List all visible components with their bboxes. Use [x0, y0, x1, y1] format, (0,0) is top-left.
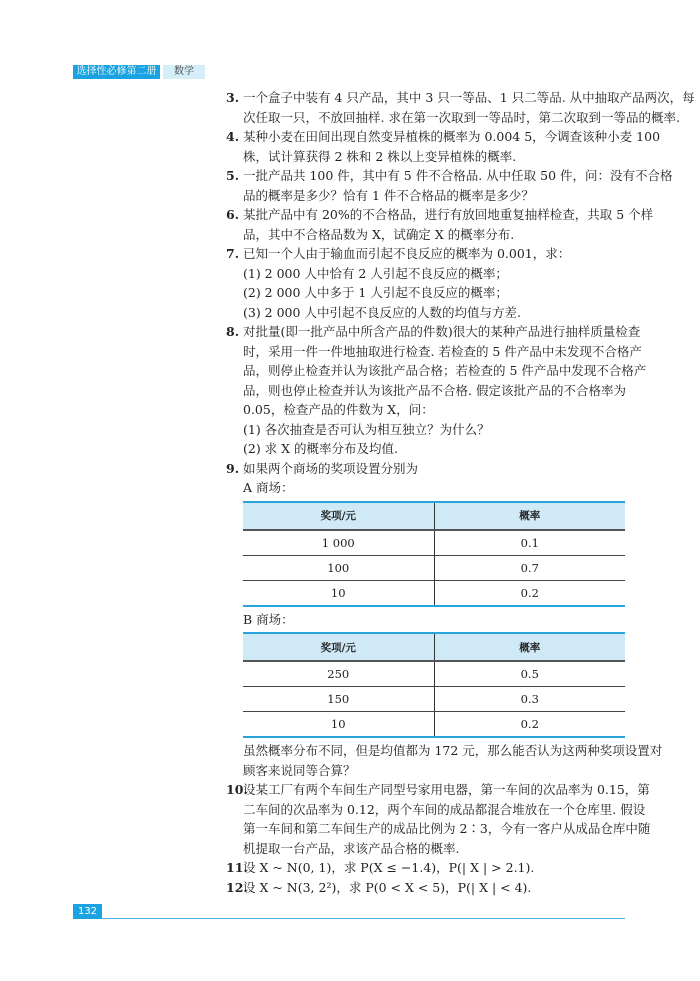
exercise-text: 如果两个商场的奖项设置分别为	[243, 460, 419, 476]
table-cell: 1 000	[243, 530, 434, 556]
exercise-text: 株，试计算获得 2 株和 2 株以上变异植株的概率.	[243, 148, 517, 164]
exercise-line	[226, 244, 626, 264]
exercise-line	[226, 283, 626, 303]
exercise-text: (1) 各次抽查是否可认为相互独立？为什么？	[243, 421, 490, 437]
table-mall-b	[243, 632, 625, 738]
table-row	[243, 661, 625, 687]
subject-tag: 数学	[163, 65, 205, 79]
exercise-text: (1) 2 000 人中恰有 2 人引起不良反应的概率；	[243, 265, 508, 281]
exercise-line: 虽然概率分布不同，但是均值都为 172 元，那么能否认为这两种奖项设置对	[243, 743, 663, 758]
book-title-tag: 选择性必修第二册	[73, 65, 160, 79]
table-cell: 150	[243, 687, 434, 712]
exercise-line	[226, 303, 626, 323]
exercise-number: 9.	[226, 460, 240, 476]
exercise-text: 某种小麦在田间出现自然变异植株的概率为 0.004 5，今调查该种小麦 100	[243, 129, 661, 144]
exercise-line	[226, 420, 626, 440]
exercise-line	[226, 166, 673, 186]
exercise-text: 第一车间和第二车间生产的成品比例为 2∶3，今有一客户从成品仓库中随	[243, 821, 651, 836]
exercise-line	[226, 400, 626, 420]
exercise-line	[226, 800, 646, 820]
exercise-line	[226, 342, 642, 362]
exercise-number: 6.	[226, 207, 240, 222]
exercise-text: 品的概率是多少？恰有 1 件不合格品的概率是多少？	[243, 187, 534, 203]
table-cell: 0.7	[434, 555, 625, 580]
exercise-line	[226, 381, 626, 401]
exercise-line	[226, 361, 647, 381]
exercise-line	[226, 147, 626, 167]
exercise-line	[226, 264, 626, 284]
exercise-line: 顾客来说同等合算？	[243, 762, 356, 778]
exercise-text: 品，其中不合格品数为 X，试确定 X 的概率分布.	[243, 226, 515, 242]
exercise-text: 时，采用一件一件地抽取进行检查. 若检查的 5 件产品中未发现不合格产	[243, 343, 642, 359]
table-cell: 250	[243, 661, 434, 687]
exercise-line	[226, 88, 695, 108]
column-header: 奖项/元	[243, 502, 434, 530]
table-cell: 0.2	[434, 712, 625, 738]
exercise-text: 设某工厂有两个车间生产同型号家用电器，第一车间的次品率为 0.15，第	[243, 782, 650, 797]
exercise-text: 0.05，检查产品的件数为 X，问：	[243, 402, 434, 417]
exercise-number: 7.	[226, 246, 240, 261]
exercise-text: (2) 2 000 人中多于 1 人引起不良反应的概率；	[243, 285, 508, 300]
table-row	[243, 712, 625, 738]
exercise-line	[226, 205, 654, 225]
exercise-text: 一批产品共 100 件，其中有 5 件不合格品. 从中任取 50 件，问：没有不合格	[243, 168, 673, 183]
exercise-line	[226, 459, 626, 479]
table-header-row	[243, 502, 625, 530]
table-cell: 0.3	[434, 687, 625, 712]
table-row	[243, 687, 625, 712]
exercise-text: 一个盒子中装有 4 只产品，其中 3 只一等品、1 只二等品. 从中抽取产品两次，每	[243, 90, 695, 105]
column-header: 概率	[434, 502, 625, 530]
exercise-line	[226, 225, 626, 245]
exercise-text: 设 X ~ N(3, 2²)，求 P(0 < X < 5)，P(| X | < 4).	[243, 879, 532, 895]
exercise-text: (2) 求 X 的概率分布及均值.	[243, 441, 398, 456]
footer-rule	[102, 918, 625, 919]
exercise-number: 5.	[226, 168, 240, 183]
exercise-line	[226, 186, 626, 206]
exercise-line	[226, 439, 626, 459]
exercise-text: 品，则也停止检查并认为该批产品不合格. 假定该批产品的不合格率为	[243, 382, 626, 398]
exercise-line	[226, 322, 641, 342]
table-cell: 0.5	[434, 661, 625, 687]
exercise-text: 设 X ~ N(0, 1)，求 P(X ≤ −1.4)，P(| X | > 2.1).	[243, 860, 535, 875]
table-header-row	[243, 633, 625, 661]
exercise-text: 已知一个人由于输血而引起不良反应的概率为 0.001，求：	[243, 246, 571, 261]
exercise-number: 8.	[226, 324, 240, 339]
exercise-text: 机提取一台产品，求该产品合格的概率.	[243, 840, 460, 856]
table-cell: 100	[243, 555, 434, 580]
exercise-line	[226, 839, 626, 859]
table-cell: 10	[243, 580, 434, 606]
table-row	[243, 555, 625, 580]
exercise-number: 4.	[226, 129, 240, 144]
exercise-text: 二车间的次品率为 0.12，两个车间的成品都混合堆放在一个仓库里. 假设	[243, 801, 646, 817]
table-cell: 0.1	[434, 530, 625, 556]
mall-b-label: B 商场：	[243, 611, 294, 627]
exercise-text: 对批量(即一批产品中所含产品的件数)很大的某种产品进行抽样质量检查	[243, 324, 641, 339]
page-number: 132	[73, 904, 102, 919]
exercise-text: A 商场：	[243, 480, 294, 495]
exercise-line	[226, 780, 650, 800]
exercise-number: 12.	[226, 879, 248, 895]
exercise-number: 3.	[226, 90, 240, 105]
exercise-text: 某批产品中有 20%的不合格品，进行有放回地重复抽样检查，共取 5 个样	[243, 207, 654, 222]
table-cell: 10	[243, 712, 434, 738]
exercise-text: 品，则停止检查并认为该批产品合格；若检查的 5 件产品中发现不合格产	[243, 363, 647, 378]
exercise-text: (3) 2 000 人中引起不良反应的人数的均值与方差.	[243, 304, 521, 320]
exercise-line	[226, 127, 661, 147]
exercise-text: 次任取一只，不放回抽样. 求在第一次取到一等品时，第二次取到一等品的概率.	[243, 109, 680, 125]
table-row	[243, 580, 625, 606]
table-row	[243, 530, 625, 556]
exercise-line	[226, 108, 680, 128]
exercise-number: 11.	[226, 860, 248, 875]
exercise-number: 10.	[226, 782, 248, 797]
column-header: 奖项/元	[243, 633, 434, 661]
exercise-list	[226, 88, 695, 897]
exercise-line	[226, 478, 626, 498]
table-cell: 0.2	[434, 580, 625, 606]
column-header: 概率	[434, 633, 625, 661]
table-mall-a	[243, 501, 625, 607]
exercise-line	[226, 858, 626, 878]
exercise-line	[226, 878, 626, 898]
exercise-line	[226, 819, 651, 839]
